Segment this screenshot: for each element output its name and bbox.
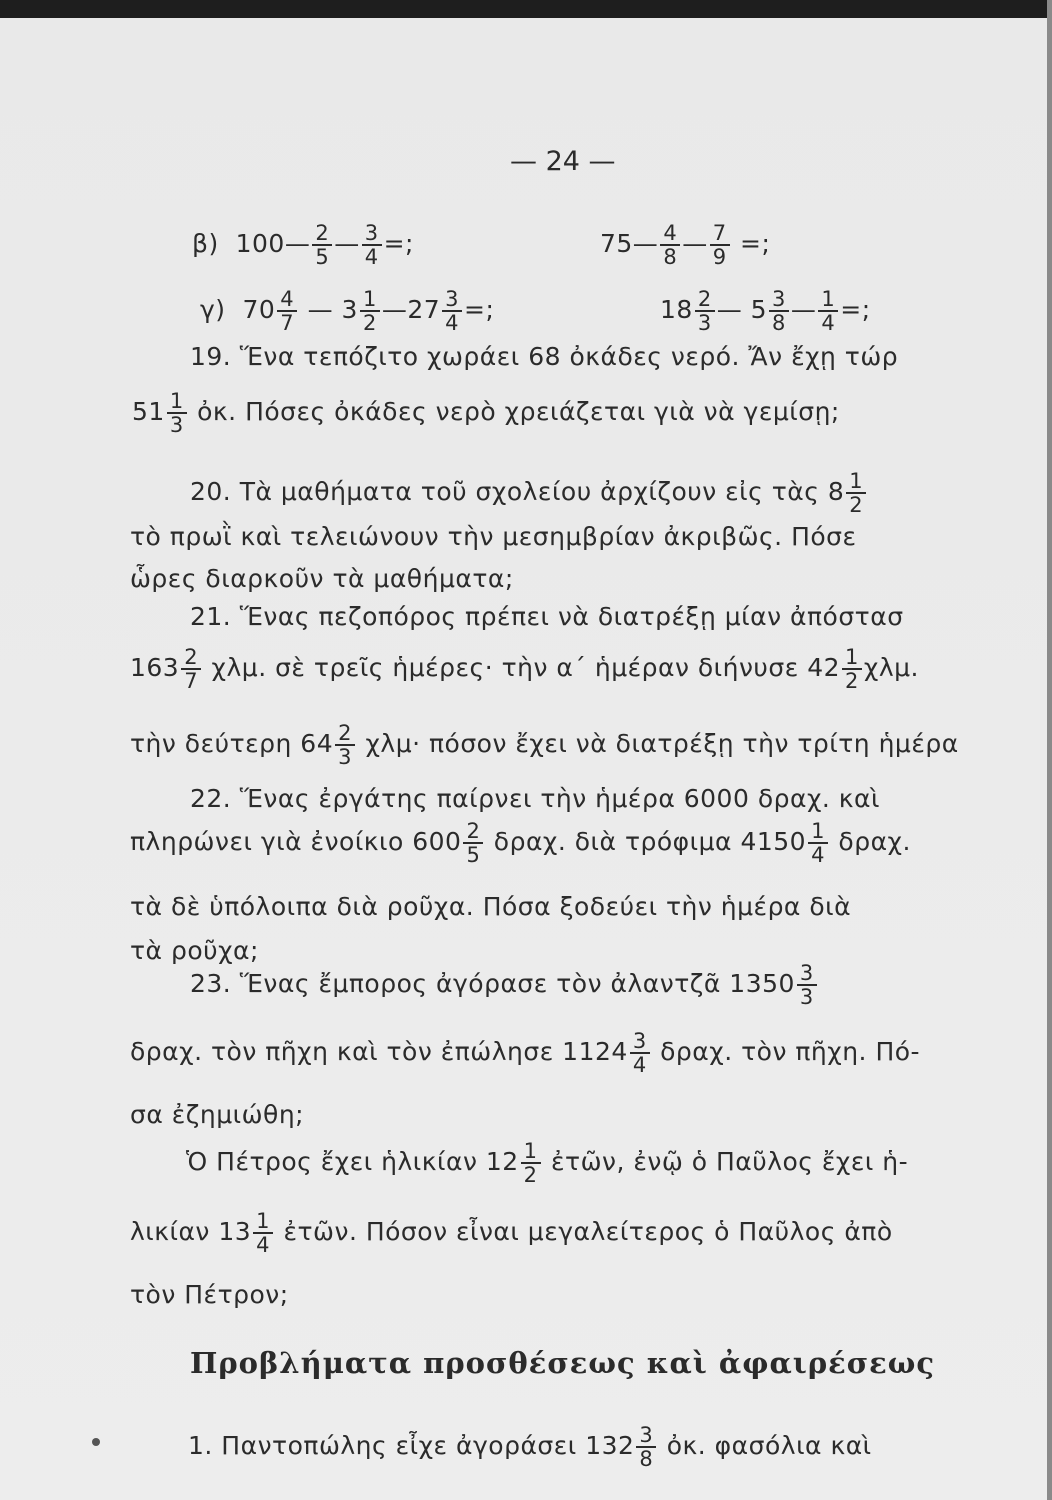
problem-age-line-3: τὸν Πέτρον;	[130, 1280, 289, 1309]
section-heading: Προβλήματα προσθέσεως καὶ ἀφαιρέσεως	[190, 1346, 936, 1380]
problem-23-line-2: δραχ. τὸν πῆχη καὶ τὸν ἐπώλησε 1124 $\frac{3}{4}$ δραχ. τὸν πῆχη. Πό-	[130, 1029, 921, 1078]
problem-23-line-1: 23. Ἕνας ἔμπορος ἀγόρασε τὸν ἀλαντζᾶ 1350 $\frac{3}{3}$	[190, 962, 819, 1008]
scan-top-border	[0, 0, 1052, 18]
margin-speck	[92, 1438, 100, 1446]
exercise-line-gamma: γ) 70 $\frac{4}{7}$ — 3 $\frac{1}{2}$ —27 $\frac{3}{4}$ =;	[200, 287, 495, 336]
problem-21-line-1: 21. Ἕνας πεζοπόρος πρέπει νὰ διατρέξῃ μίαν ἀπόστασ	[190, 602, 904, 631]
problem-20-line-3: ὧρες διαρκοῦν τὰ μαθήματα;	[130, 564, 514, 593]
scan-right-edge	[1047, 0, 1052, 1500]
problem-23-line-3: σα ἐζημιώθη;	[130, 1100, 305, 1129]
problem-age-line-1: Ὁ Πέτρος ἔχει ἡλικίαν 12 $\frac{1}{2}$ ἐτῶν, ἐνῷ ὁ Παῦλος ἔχει ἡ-	[186, 1139, 909, 1188]
problem-19-line-1: 19. Ἕνα τεπόζιτο χωράει 68 ὀκάδες νερό. Ἄν ἔχῃ τώρ	[190, 342, 899, 371]
problem-19-line-2: 51 $\frac{1}{3}$ ὀκ. Πόσες ὀκάδες νερὸ χρειάζεται γιὰ νὰ γεμίσῃ;	[132, 389, 840, 438]
exercise-line-beta-2: 75— $\frac{4}{8}$ — $\frac{7}{9}$ =;	[600, 221, 771, 270]
problem-20-line-2: τὸ πρωῒ καὶ τελειώνουν τὴν μεσημβρίαν ἀκριβῶς. Πόσε	[130, 522, 857, 551]
question-1-line-1: 1. Παντοπώλης εἶχε ἀγοράσει 132 $\frac{3}{8}$ ὀκ. φασόλια καὶ	[188, 1423, 872, 1472]
problem-22-line-4: τὰ ροῦχα;	[130, 936, 259, 965]
problem-22-line-1: 22. Ἕνας ἐργάτης παίρνει τὴν ἡμέρα 6000 δραχ. καὶ	[190, 784, 880, 813]
problem-22-line-3: τὰ δὲ ὑπόλοιπα διὰ ροῦχα. Πόσα ξοδεύει τὴν ἡμέρα διὰ	[130, 892, 852, 921]
problem-age-line-2: λικίαν 13 $\frac{1}{4}$ ἐτῶν. Πόσον εἶναι μεγαλείτερος ὁ Παῦλος ἀπὸ	[130, 1209, 893, 1258]
page-number: — 24 —	[510, 146, 616, 177]
problem-22-line-2: πληρώνει γιὰ ἐνοίκιο 600 $\frac{2}{5}$ δραχ. διὰ τρόφιμα 4150 $\frac{1}{4}$ δραχ.	[130, 819, 911, 868]
problem-21-line-2: 163 $\frac{2}{7}$ χλμ. σὲ τρεῖς ἡμέρες· τὴν α΄ ἡμέραν διήνυσε 42 $\frac{1}{2}$ χλμ.	[130, 645, 919, 694]
problem-21-line-3: τὴν δεύτερη 64 $\frac{2}{3}$ χλμ· πόσον ἔχει νὰ διατρέξῃ τὴν τρίτη ἡμέρα	[130, 721, 959, 770]
exercise-line-beta: β) 100— $\frac{2}{5}$ — $\frac{3}{4}$ =;	[192, 221, 414, 270]
exercise-line-gamma-2: 18 $\frac{2}{3}$ — 5 $\frac{3}{8}$ — $\frac{1}{4}$ =;	[660, 287, 871, 336]
problem-20-line-1: 20. Τὰ μαθήματα τοῦ σχολείου ἀρχίζουν εἰς τὰς 8 $\frac{1}{2}$	[190, 470, 868, 516]
